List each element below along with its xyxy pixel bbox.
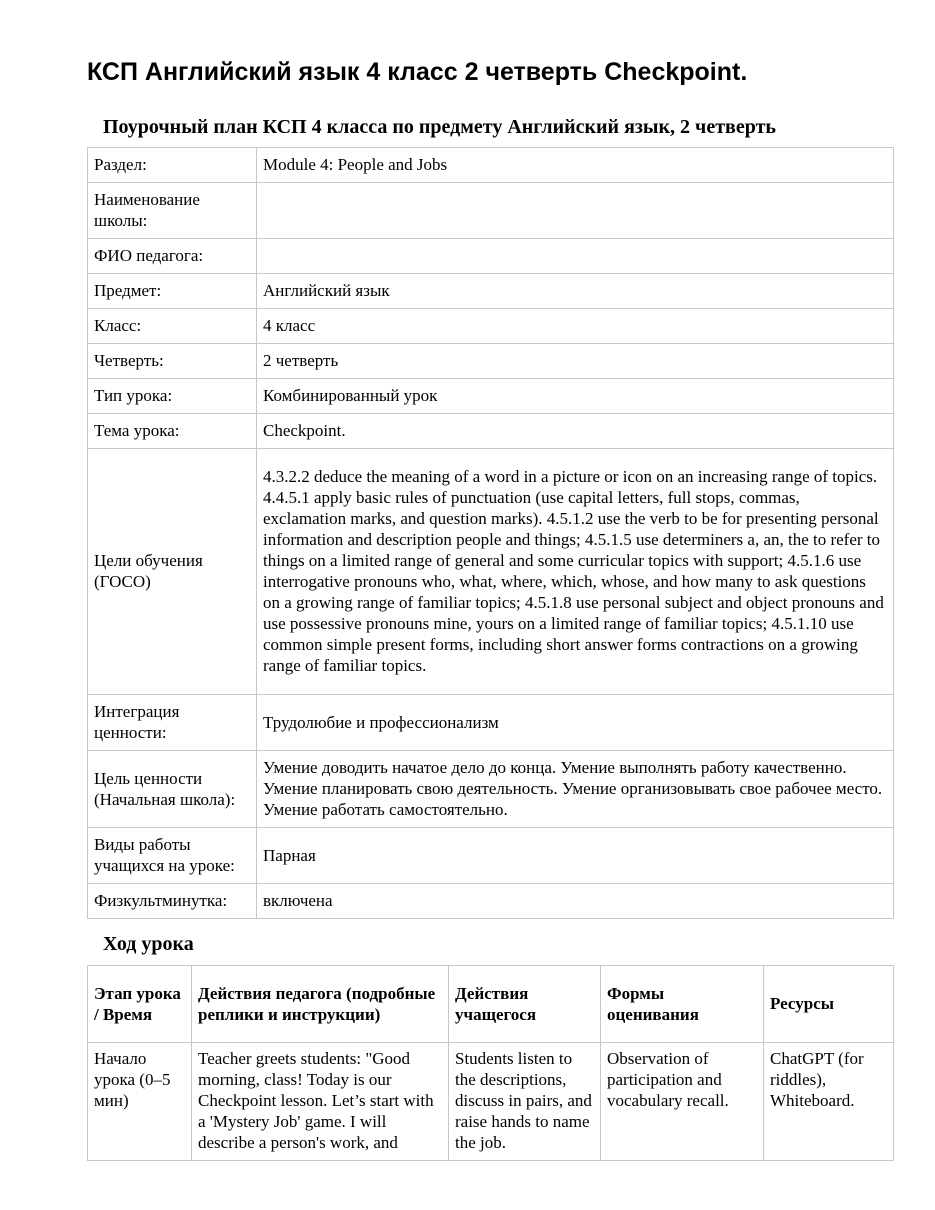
lesson-info-body (88, 148, 894, 919)
lesson-info-table (87, 147, 894, 919)
info-value: Умение доводить начатое дело до конца. Умение выполнять работу качественно. Умение планировать свою деятельность. Умение организовывать свое рабочее место. Умение работать самостоятельно. (257, 751, 894, 828)
info-label: Раздел: (88, 148, 257, 183)
table-row (88, 1043, 894, 1161)
info-row (88, 274, 894, 309)
info-row (88, 239, 894, 274)
header-student-actions: Действия учащегося (449, 966, 601, 1043)
info-label: Тема урока: (88, 414, 257, 449)
info-value: Checkpoint. (257, 414, 894, 449)
info-label: Интеграция ценности: (88, 695, 257, 751)
header-resources: Ресурсы (764, 966, 894, 1043)
info-label: Физкультминутка: (88, 884, 257, 919)
info-value (257, 239, 894, 274)
plan-heading: Поурочный план КСП 4 класса по предмету Английский язык, 2 четверть (103, 116, 776, 138)
lesson-flow-table (87, 965, 894, 1161)
info-label: Тип урока: (88, 379, 257, 414)
info-value: 2 четверть (257, 344, 894, 379)
info-row (88, 695, 894, 751)
info-row (88, 183, 894, 239)
info-row (88, 309, 894, 344)
info-label: Предмет: (88, 274, 257, 309)
cell-student-actions: Students listen to the descriptions, discuss in pairs, and raise hands to name the job. (449, 1043, 601, 1161)
lesson-flow-heading: Ход урока (103, 933, 194, 955)
info-value: 4.3.2.2 deduce the meaning of a word in a picture or icon on an increasing range of topics. 4.4.5.1 apply basic rules of punctuation (use capital letters, full stops, commas, exclamation marks, and question marks). 4.5.1.2 use the verb to be for presenting personal information and description people and things; 4.5.1.5 use determiners a, an, the to refer to things on a limited range of general and some curricular topics with support; 4.5.1.6 use interrogative pronouns who, what, where, which, whose, and how many to ask questions on a growing range of familiar topics; 4.5.1.8 use personal subject and object pronouns and use possessive pronouns mine, yours on a limited range of familiar topics; 4.5.1.10 use common simple present forms, including short answer forms contractions on a growing range of familiar topics. (257, 449, 894, 695)
info-row (88, 828, 894, 884)
lesson-header-row (88, 966, 894, 1043)
cell-assessment: Observation of participation and vocabulary recall. (601, 1043, 764, 1161)
info-value: Английский язык (257, 274, 894, 309)
info-value (257, 183, 894, 239)
info-value: Парная (257, 828, 894, 884)
info-value: включена (257, 884, 894, 919)
header-stage: Этап урока / Время (88, 966, 192, 1043)
info-row (88, 344, 894, 379)
info-label: Класс: (88, 309, 257, 344)
cell-teacher-actions: Teacher greets students: "Good morning, class! Today is our Checkpoint lesson. Let’s start with a 'Mystery Job' game. I will describe a person's work, and (192, 1043, 449, 1161)
info-row (88, 148, 894, 183)
cell-stage: Начало урока (0–5 мин) (88, 1043, 192, 1161)
info-row (88, 884, 894, 919)
info-value: Комбинированный урок (257, 379, 894, 414)
info-row (88, 414, 894, 449)
info-label: Цель ценности (Начальная школа): (88, 751, 257, 828)
info-value: 4 класс (257, 309, 894, 344)
info-row (88, 379, 894, 414)
info-label: Виды работы учащихся на уроке: (88, 828, 257, 884)
info-label: ФИО педагога: (88, 239, 257, 274)
cell-resources: ChatGPT (for riddles), Whiteboard. (764, 1043, 894, 1161)
document-title: КСП Английский язык 4 класс 2 четверть Checkpoint. (87, 58, 748, 86)
header-teacher-actions: Действия педагога (подробные реплики и инструкции) (192, 966, 449, 1043)
info-label: Четверть: (88, 344, 257, 379)
info-value: Трудолюбие и профессионализм (257, 695, 894, 751)
info-row (88, 751, 894, 828)
info-value: Module 4: People and Jobs (257, 148, 894, 183)
header-assessment: Формы оценивания (601, 966, 764, 1043)
info-label: Цели обучения (ГОСО) (88, 449, 257, 695)
info-label: Наименование школы: (88, 183, 257, 239)
info-row (88, 449, 894, 695)
